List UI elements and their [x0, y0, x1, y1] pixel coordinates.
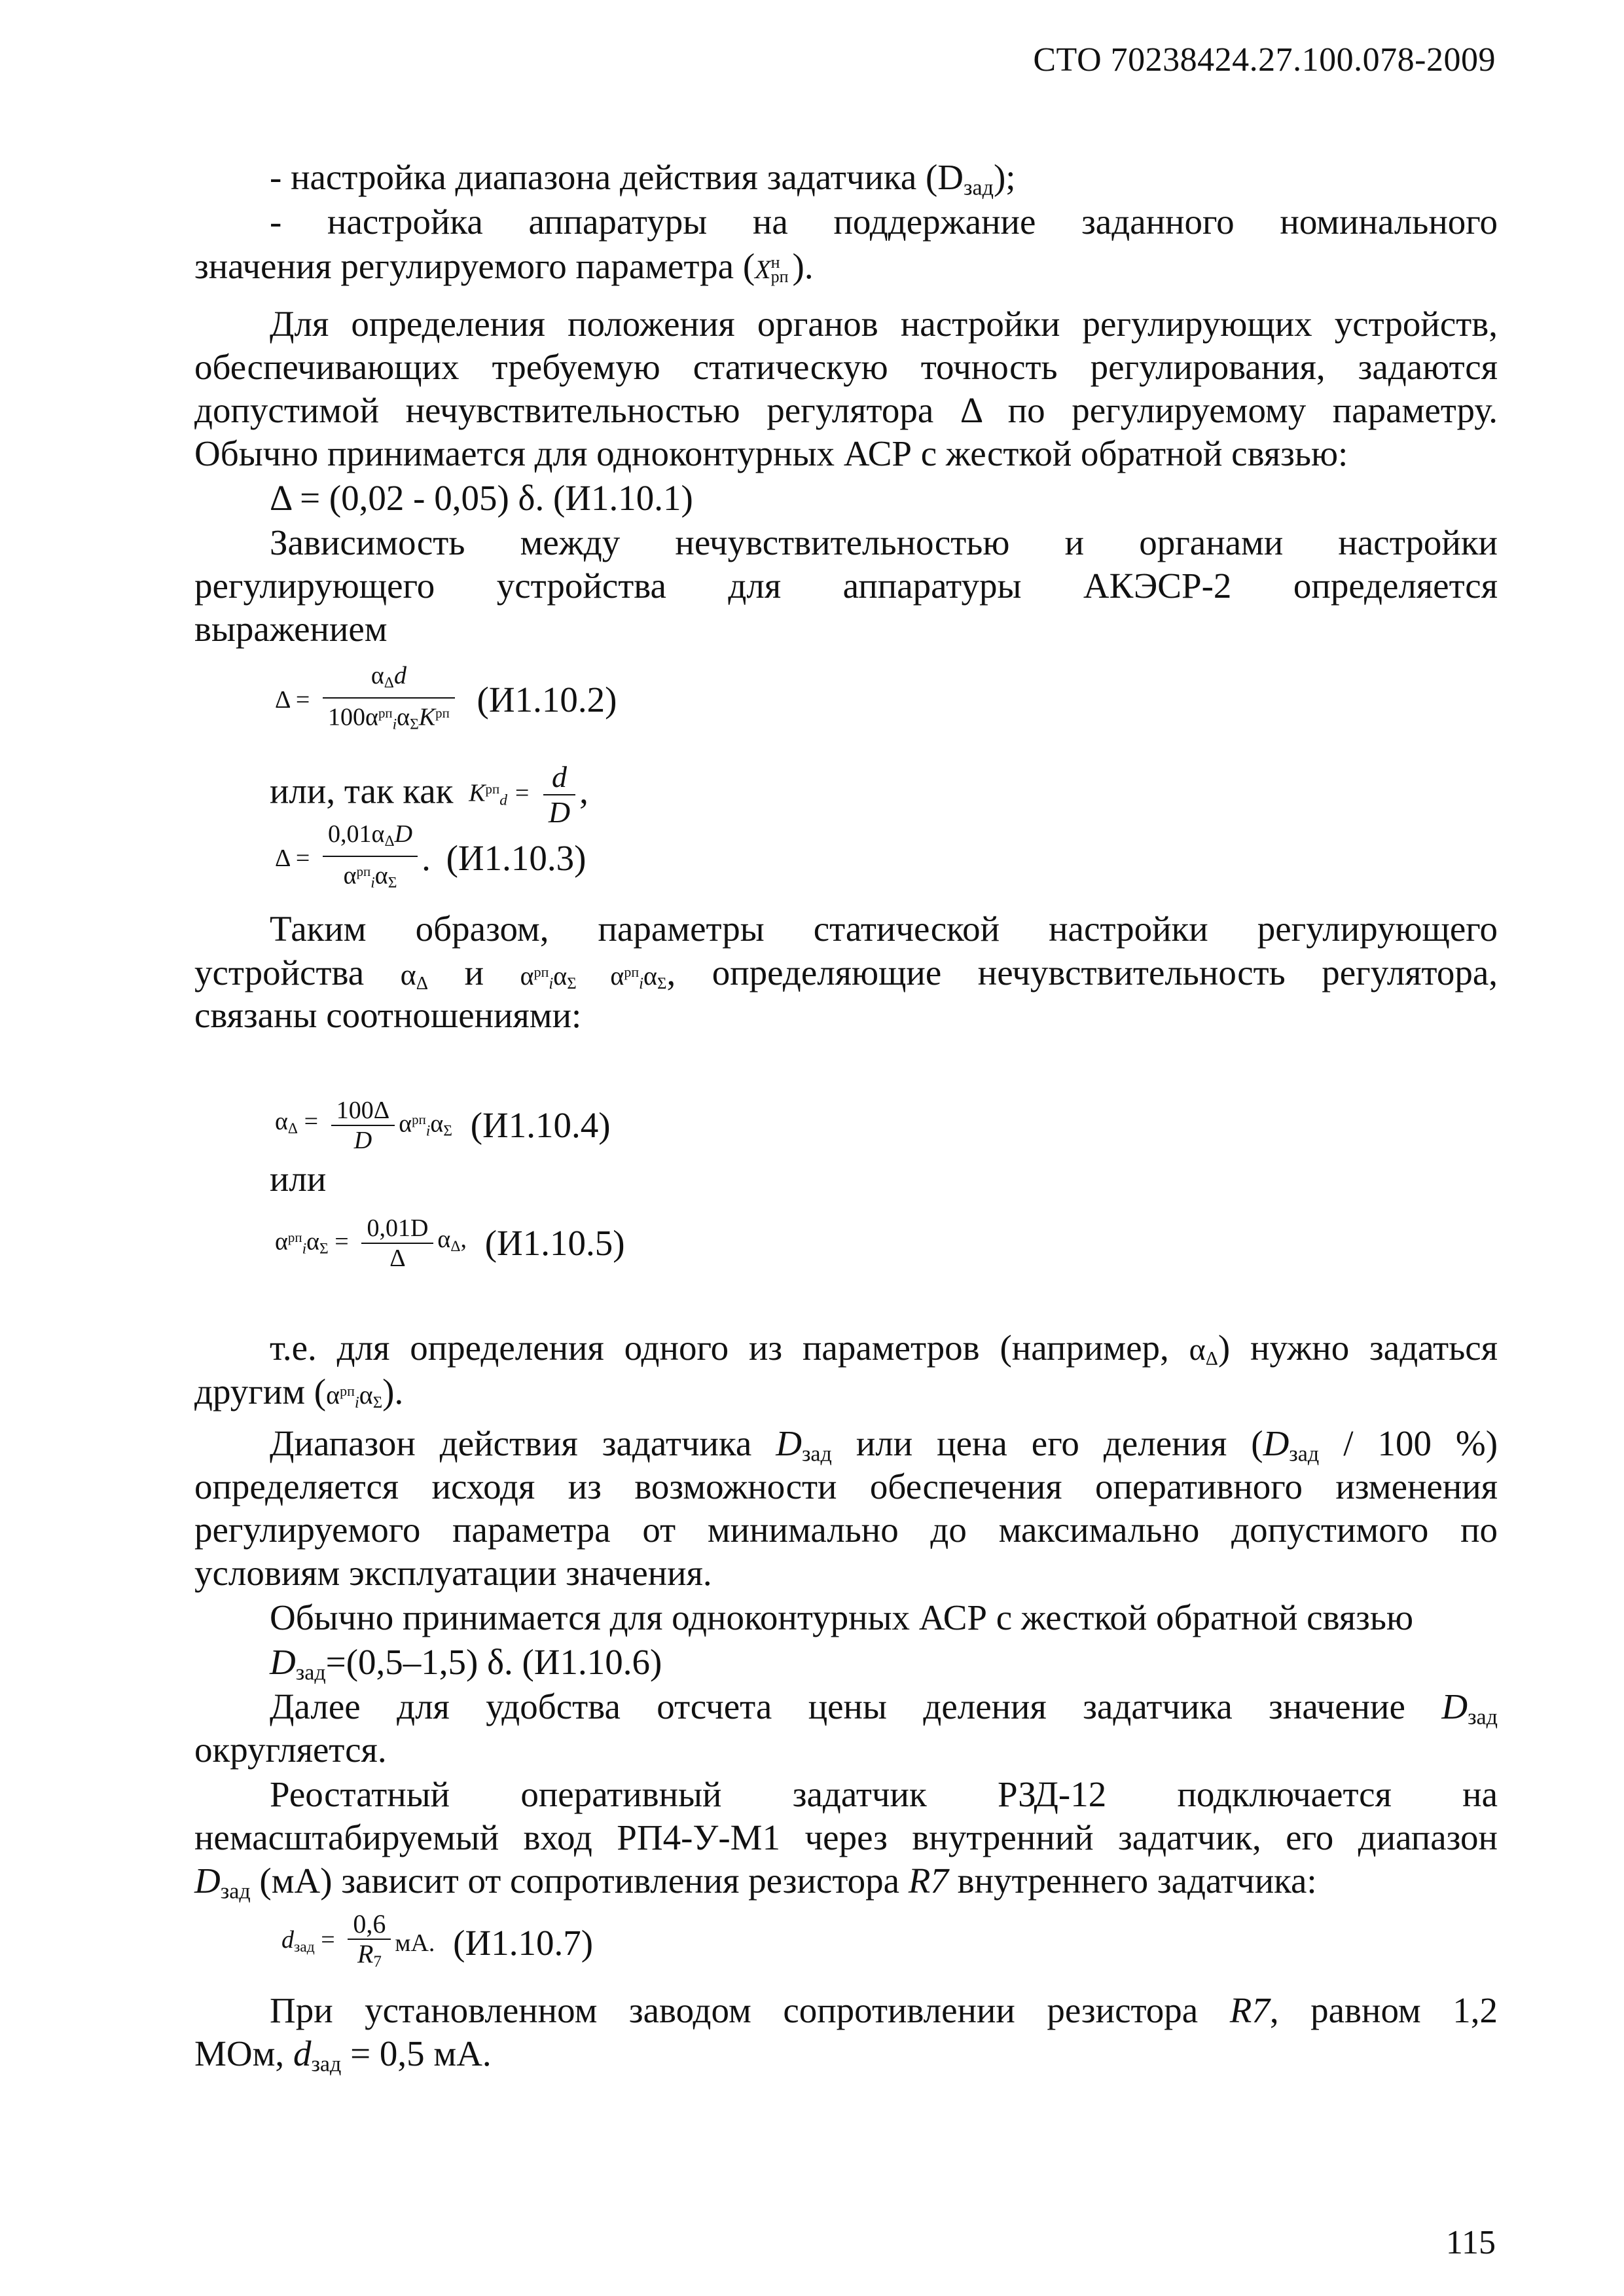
eq4-fraction	[331, 1096, 395, 1155]
eq5-numerator: 0,01D	[361, 1214, 433, 1244]
text: или, так как	[270, 771, 454, 811]
document-code-header: СТО 70238424.27.100.078-2009	[1033, 41, 1496, 79]
text: - настройка диапазона действия задатчика (D	[270, 157, 964, 197]
paragraph-11-line-1	[270, 1989, 1498, 2032]
eq5-denominator: Δ	[389, 1244, 406, 1272]
eq7-fraction	[348, 1910, 391, 1977]
alpha-delta: $\alpha_\Delta$	[400, 958, 429, 994]
text: / 100 %)	[1343, 1423, 1498, 1463]
subscript: рп	[770, 267, 789, 287]
paragraph-2-line-1: Зависимость между нечувствительностью и органами настройки	[270, 522, 1498, 562]
text: , равном 1,2	[1269, 1990, 1498, 2030]
paragraph-10-line-2: немасштабируемый вход РП4-У-М1 через внутренний задатчик, его диапазон	[194, 1817, 1498, 1857]
d: d	[393, 662, 406, 689]
text: = 0,5 мА.	[350, 2033, 492, 2073]
subscript: зад	[220, 1879, 251, 1904]
eq2-denominator: $100\alpha^{рп}_i\alpha_\Sigma K^{рп}$	[328, 703, 450, 733]
equation-kd-line: или, так как $K^{рп}_d$ = $\frac{d}{D}$ ,	[270, 753, 1498, 836]
text: устройства	[194, 953, 365, 993]
sup: рп	[435, 704, 450, 721]
D: D	[394, 820, 413, 848]
x-symbol: X	[755, 255, 771, 284]
sub: Σ	[388, 874, 397, 892]
alpha-i-sigma-pair: $\alpha^{рп}_i\alpha_\Sigma$ $\alpha^{рп}_i\alpha_\Sigma$	[520, 961, 667, 993]
equation-7	[281, 1904, 1585, 1983]
r7: R7	[1229, 1990, 1270, 2030]
eq4-lhs: $\alpha_\Delta$ =	[275, 1108, 319, 1138]
alpha-delta: $\alpha_\Delta$	[1189, 1332, 1218, 1370]
text: внутреннего задатчика:	[957, 1861, 1317, 1901]
text: МОм,	[194, 2033, 285, 2073]
equation-2	[275, 661, 1578, 738]
kd-fraction	[543, 760, 575, 829]
eq4-rhs: $\alpha^{рп}_i\alpha_\Sigma$	[399, 1110, 452, 1140]
eq5-label: (И1.10.5)	[484, 1222, 625, 1263]
list-item-continuation	[194, 245, 1498, 291]
sub: d	[499, 792, 507, 809]
equation-1: Δ = (0,02 - 0,05) δ. (И1.10.1)	[270, 478, 693, 518]
eq2-fraction	[323, 661, 455, 738]
paragraph-7-line-3: регулируемого параметра от минимально до максимально допустимого по	[194, 1510, 1498, 1550]
alpha: α	[370, 662, 384, 689]
paragraph-1-line-4: Обычно принимается для одноконтурных АСР с жесткой обратной связью:	[194, 433, 1348, 473]
text: другим (	[194, 1372, 327, 1412]
equation-5	[275, 1205, 1578, 1281]
text: При установленном заводом сопротивлении резистора	[270, 1990, 1199, 2030]
eq5-lhs: $\alpha^{рп}_i\alpha_\Sigma$ =	[275, 1228, 349, 1258]
paragraph-4-line-3: связаны соотношениями:	[194, 995, 582, 1035]
or-text: или	[270, 1159, 327, 1199]
eq7-unit: мА.	[395, 1929, 435, 1958]
eq4-numerator: 100Δ	[331, 1096, 395, 1126]
sup: рп	[485, 781, 500, 797]
eq3-lhs: Δ =	[275, 845, 310, 873]
paragraph-1-line-1: Для определения положения органов настройки регулирующих устройств,	[270, 304, 1498, 344]
paragraph-2-line-3: выражением	[194, 609, 388, 649]
eq2-lhs: Δ =	[275, 686, 310, 714]
subscript: зад	[964, 175, 994, 200]
text: ) нужно задаться	[1218, 1328, 1498, 1368]
alpha: α	[374, 862, 388, 890]
eq3-denominator	[323, 857, 418, 897]
paragraph-6-line-2	[194, 1370, 1498, 1425]
eq7-numerator: 0,6	[348, 1910, 391, 1940]
subscript: зад	[311, 2052, 342, 2077]
alpha: α	[371, 820, 385, 848]
eq2-numerator	[323, 661, 455, 699]
paragraph-1-line-2: обеспечивающих требуемую статическую точность регулирования, задаются	[194, 347, 1498, 387]
sup: рп	[378, 704, 393, 721]
text: значения регулируемого параметра (	[194, 246, 755, 286]
eq7-denominator: $R_7$	[357, 1939, 382, 1971]
D: D	[270, 1642, 296, 1682]
alpha-i-sigma: $\alpha^{рп}_i\alpha_\Sigma$	[326, 1380, 383, 1412]
list-item-apparatus-setup: - настройка аппаратуры на поддержание заданного номинального	[270, 202, 1498, 242]
paragraph-4-line-1: Таким образом, параметры статической настройки регулирующего	[270, 909, 1498, 949]
equation-4	[275, 1087, 1578, 1163]
eq4-label: (И1.10.4)	[470, 1104, 611, 1145]
text: ).	[792, 246, 814, 286]
sub: i	[392, 716, 397, 733]
paragraph-7-line-2: определяется исходя из возможности обеспечения оперативного изменения	[194, 1467, 1498, 1506]
kd-numerator: d	[543, 760, 575, 795]
equation-3: Δ = $\frac{0,01\alpha_\Delta D}{\alpha^{рп}_i\alpha_\Sigma}$ . (И1.10.3)	[275, 820, 1578, 897]
d-zad: $D_{зад}$	[1263, 1423, 1320, 1467]
eq2-label: (И1.10.2)	[477, 680, 617, 720]
eq5-fraction	[361, 1214, 433, 1273]
text: и	[464, 953, 484, 993]
d-zad: $D_{зад}$	[776, 1423, 832, 1467]
D: D	[194, 1861, 221, 1901]
eq3-label: (И1.10.3)	[446, 838, 586, 879]
text: =(0,5–1,5) δ. (И1.10.6)	[325, 1642, 662, 1682]
alpha: α	[343, 862, 357, 890]
eq3-fraction	[323, 820, 418, 897]
paragraph-2-line-2: регулирующего устройства для аппаратуры АКЭСР-2 определяется	[194, 566, 1498, 606]
paragraph-10-line-1: Реостатный оперативный задатчик РЗД-12 подключается на	[270, 1774, 1498, 1814]
superscript: н	[770, 253, 780, 272]
alpha: α	[397, 703, 410, 731]
paragraph-8-line-1: Обычно принимается для одноконтурных АСР с жесткой обратной связью	[270, 1597, 1414, 1637]
eq3-numerator: $0,01\alpha_\Delta D$	[323, 820, 418, 857]
text: Диапазон действия задатчика	[270, 1423, 752, 1463]
eq7-lhs: $d_{зад}$ =	[281, 1926, 335, 1956]
r7: R7	[908, 1861, 948, 1901]
kd-symbol: $K^{рп}_d$ =	[469, 779, 531, 809]
alpha: α	[365, 703, 378, 731]
text: , определяющие нечувствительность регулятора,	[666, 953, 1498, 993]
text: т.е. для определения одного из параметров (например,	[270, 1328, 1169, 1368]
text: );	[993, 157, 1016, 197]
text: ).	[382, 1372, 404, 1412]
paragraph-1-line-3: допустимой нечувствительностью регулятора Δ по регулируемому параметру.	[194, 390, 1498, 430]
text: или цена его деления (	[856, 1423, 1263, 1463]
eq4-denominator: D	[353, 1126, 372, 1154]
paragraph-9-line-2: округляется.	[194, 1730, 387, 1770]
x-indices	[770, 253, 789, 287]
eq5-rhs: $\alpha_\Delta$,	[437, 1226, 467, 1256]
kd-denominator: D	[548, 795, 571, 829]
sup: рп	[356, 863, 371, 879]
sub: i	[370, 874, 375, 892]
subscript: зад	[295, 1660, 326, 1685]
sub: Σ	[410, 716, 419, 733]
sub: Δ	[384, 832, 395, 850]
sub: Δ	[384, 674, 394, 691]
paragraph-11-line-2	[194, 2032, 1498, 2086]
d-zad: $D_{зад}$	[1441, 1686, 1498, 1730]
text: Далее для удобства отсчета цены деления задатчика значение	[270, 1686, 1405, 1726]
page-number: 115	[1445, 2224, 1496, 2261]
d: d	[293, 2033, 312, 2073]
eq7-label: (И1.10.7)	[453, 1923, 594, 1963]
paragraph-7-line-4: условиям эксплуатации значения.	[194, 1553, 712, 1593]
text: (мА) зависит от сопротивления резистора	[259, 1861, 900, 1901]
